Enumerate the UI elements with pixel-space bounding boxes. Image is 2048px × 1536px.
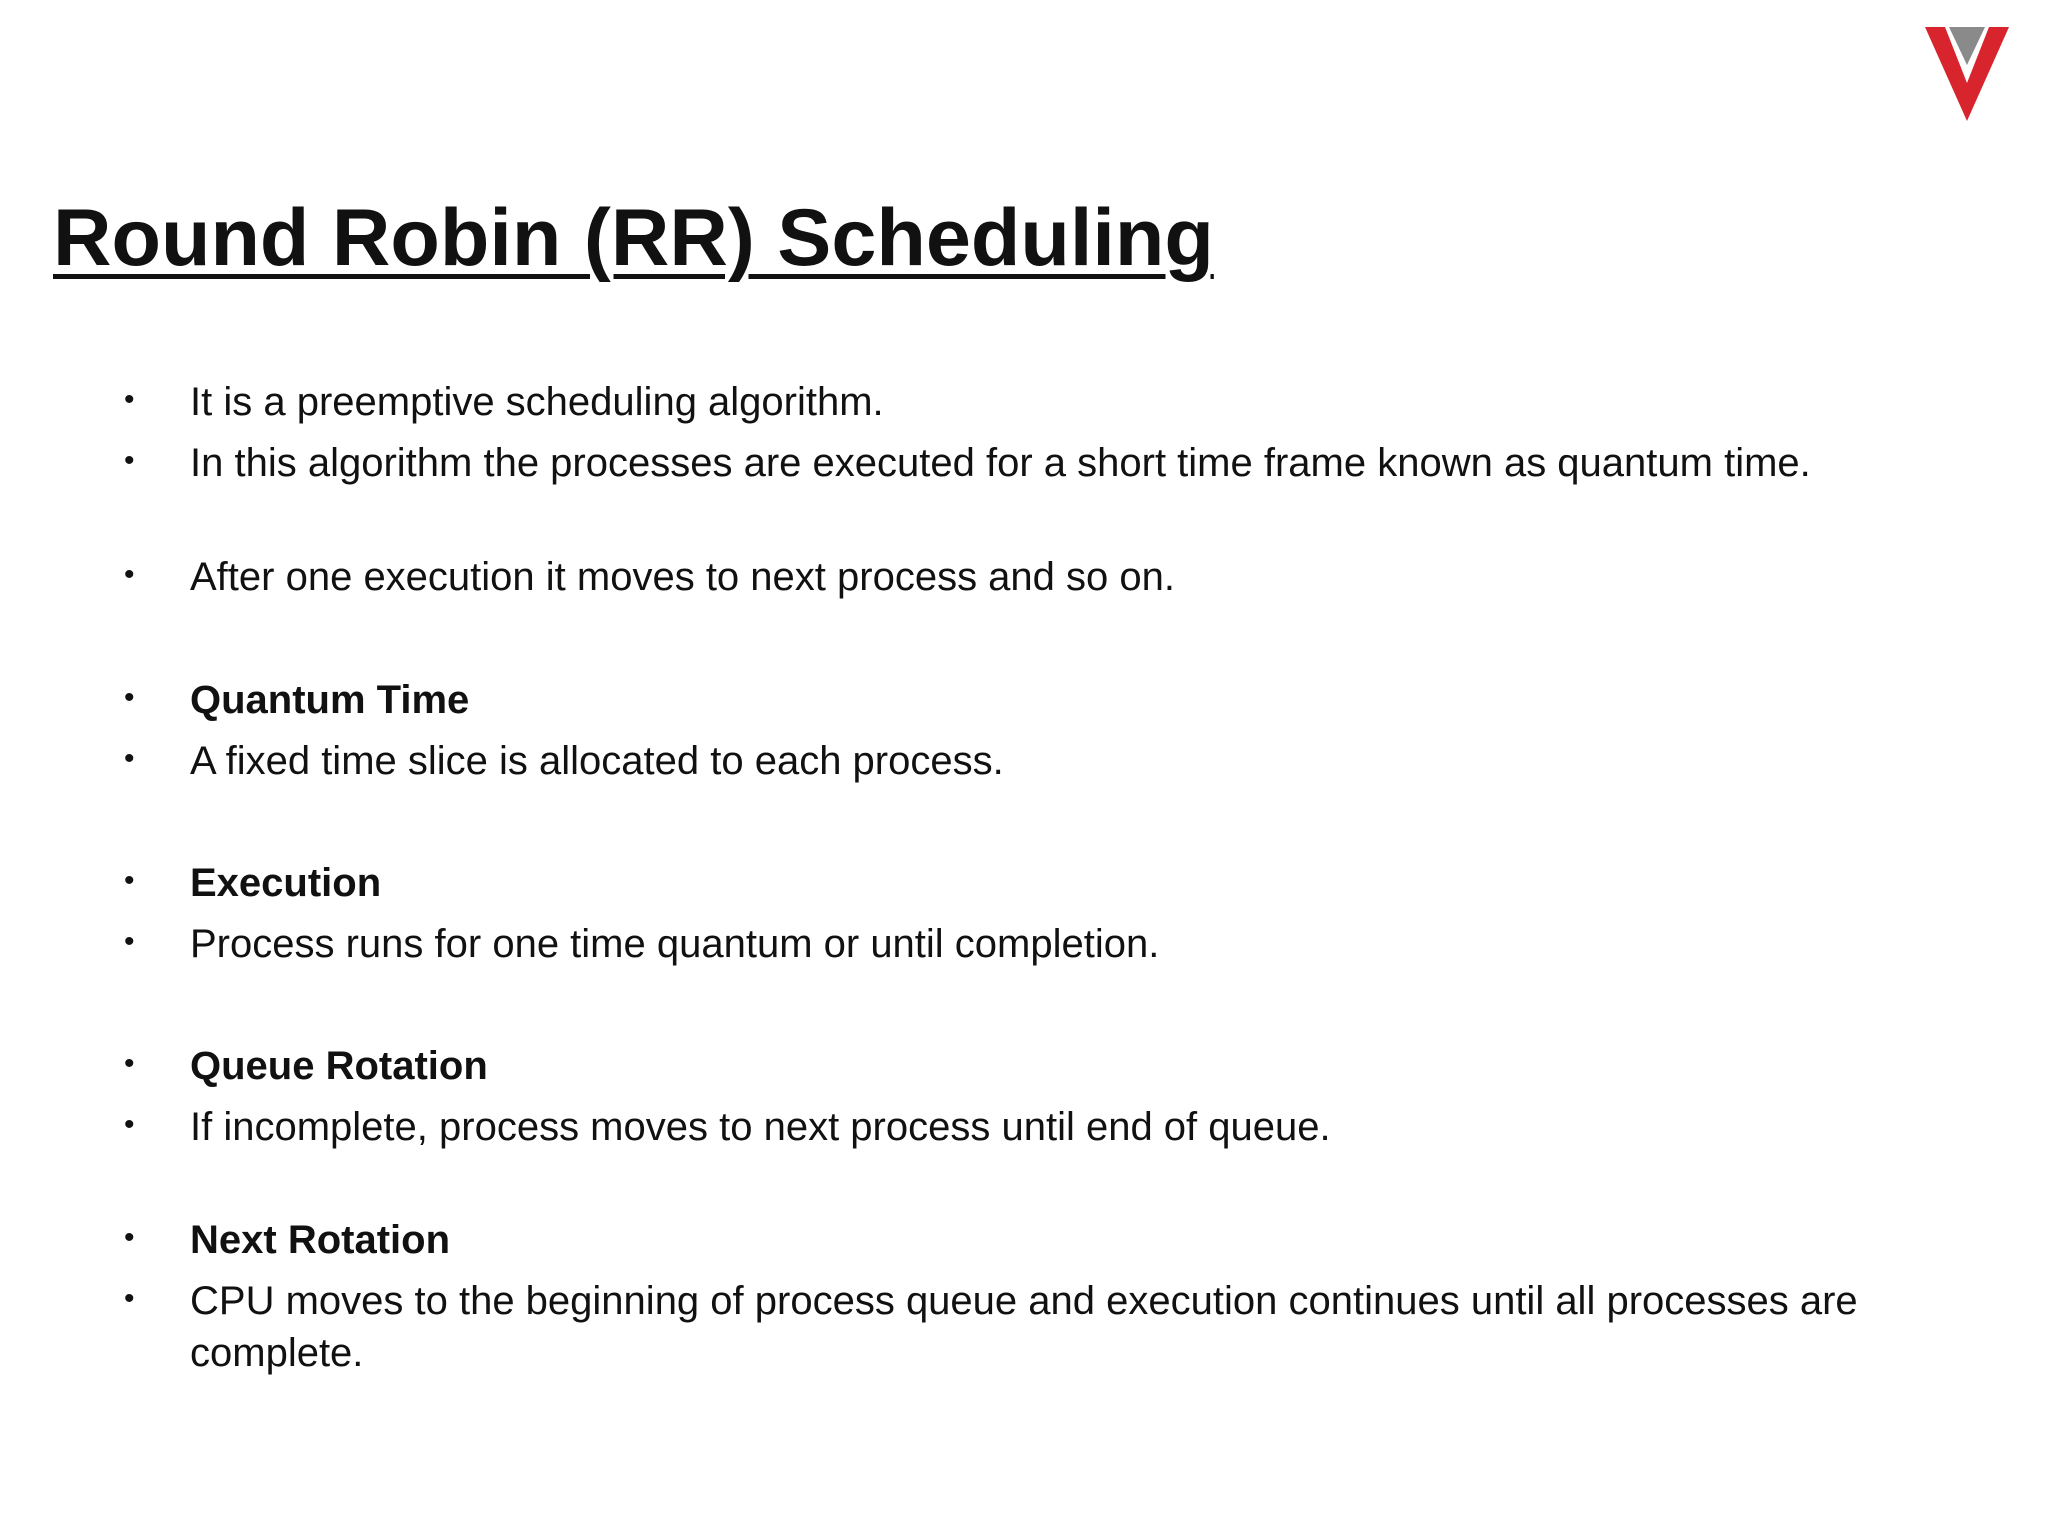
bullet-text: It is a preemptive scheduling algorithm. <box>190 380 884 424</box>
list-item <box>124 1214 1960 1266</box>
bullet-dot: • <box>124 1221 135 1254</box>
bullet-heading-quantum-time: Quantum Time <box>190 678 470 722</box>
bullet-heading-queue-rotation: Queue Rotation <box>190 1044 488 1088</box>
bullet-dot: • <box>124 742 135 775</box>
list-item <box>124 735 1960 787</box>
list-item <box>124 437 1960 489</box>
bullet-dot: • <box>124 864 135 897</box>
slide-title: Round Robin (RR) Scheduling <box>53 193 1214 283</box>
list-item <box>124 674 1960 726</box>
list-item <box>124 376 1960 428</box>
bullet-dot: • <box>124 1047 135 1080</box>
bullet-dot: • <box>124 1108 135 1141</box>
bullet-text: Process runs for one time quantum or until completion. <box>190 922 1160 966</box>
bullet-dot: • <box>124 444 135 477</box>
bullet-text: CPU moves to the beginning of process queue and execution continues until all processes are complete. <box>190 1279 1858 1375</box>
list-item <box>124 857 1960 909</box>
bullet-text: A fixed time slice is allocated to each process. <box>190 739 1004 783</box>
bullet-heading-execution: Execution <box>190 861 382 905</box>
bullet-dot: • <box>124 681 135 714</box>
bullet-heading-next-rotation: Next Rotation <box>190 1218 450 1262</box>
list-item <box>124 1275 1960 1379</box>
list-item <box>124 1101 1960 1153</box>
bullet-dot: • <box>124 925 135 958</box>
bullet-dot: • <box>124 558 135 591</box>
bullet-text: If incomplete, process moves to next process until end of queue. <box>190 1105 1331 1149</box>
bullet-text: In this algorithm the processes are executed for a short time frame known as quantum time. <box>190 441 1811 485</box>
list-item <box>124 551 1960 603</box>
list-item <box>124 1040 1960 1092</box>
list-item <box>124 918 1960 970</box>
bullet-dot: • <box>124 1282 135 1315</box>
bullet-text: After one execution it moves to next process and so on. <box>190 555 1175 599</box>
bullet-dot: • <box>124 383 135 416</box>
